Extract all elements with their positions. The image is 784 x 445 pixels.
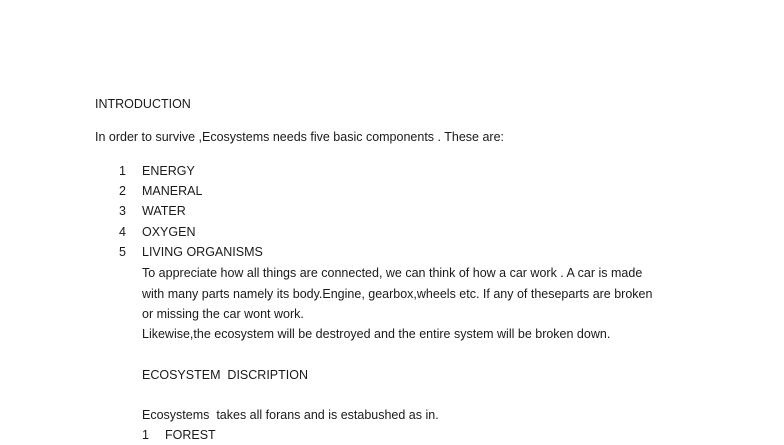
list-number: 4 — [119, 225, 126, 239]
section-text: Ecosystems takes all forans and is estabushed as in. — [142, 408, 439, 422]
list-number: 5 — [119, 245, 126, 259]
list-number: 2 — [119, 184, 126, 198]
list-label: FOREST — [165, 428, 216, 442]
paragraph-line: To appreciate how all things are connected, we can think of how a car work . A car is made — [142, 266, 643, 280]
paragraph-line: Likewise,the ecosystem will be destroyed and the entire system will be broken down. — [142, 327, 611, 341]
list-label: ENERGY — [142, 164, 195, 178]
paragraph-line: with many parts namely its body.Engine, gearbox,wheels etc. If any of theseparts are broken — [142, 287, 653, 301]
list-label: LIVING ORGANISMS — [142, 245, 263, 259]
intro-text: In order to survive ,Ecosystems needs five basic components . These are: — [95, 130, 504, 144]
paragraph-line: or missing the car wont work. — [142, 307, 304, 321]
list-label: OXYGEN — [142, 225, 196, 239]
list-number: 1 — [119, 164, 126, 178]
section-heading: ECOSYSTEM DISCRIPTION — [142, 368, 308, 382]
intro-heading: INTRODUCTION — [95, 97, 191, 111]
list-label: WATER — [142, 204, 186, 218]
list-number: 3 — [119, 204, 126, 218]
list-label: MANERAL — [142, 184, 203, 198]
list-number: 1 — [142, 428, 149, 442]
